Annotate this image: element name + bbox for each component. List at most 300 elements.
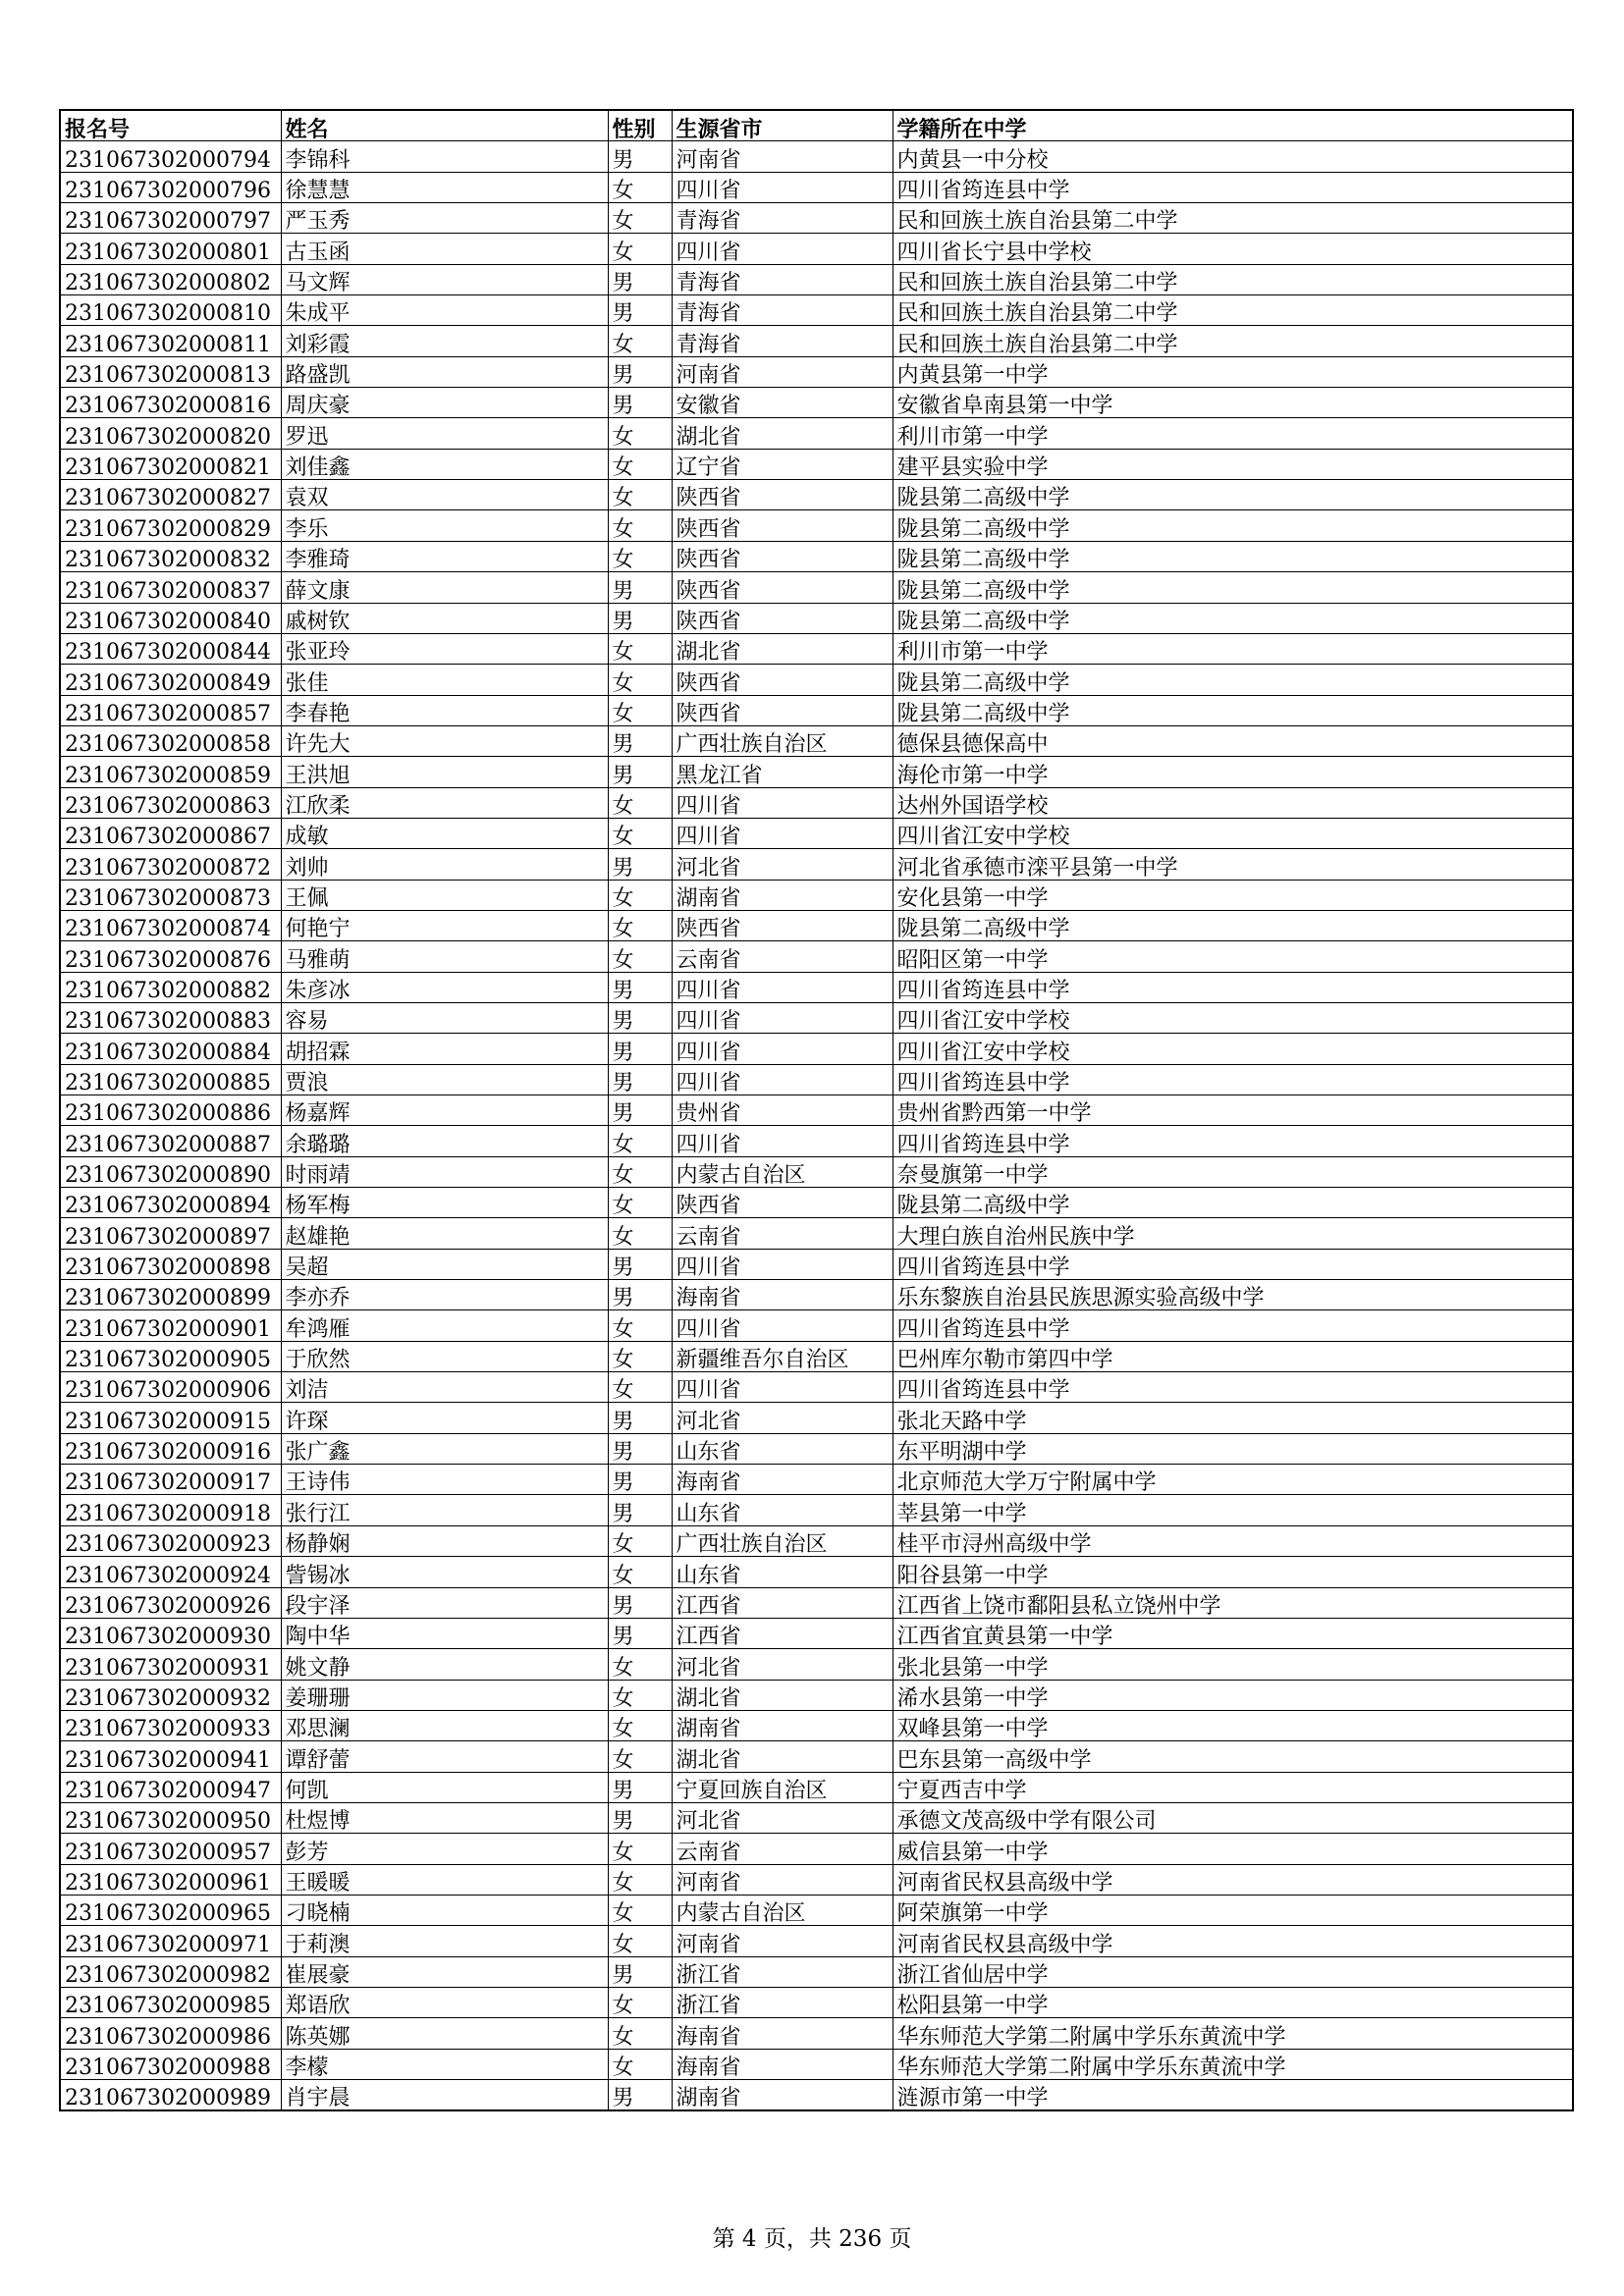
table-row bbox=[60, 603, 1573, 633]
name-cell: 李亦乔 bbox=[281, 1280, 608, 1310]
gender-cell: 女 bbox=[608, 665, 672, 695]
gender-cell: 男 bbox=[608, 1095, 672, 1126]
origin-province-cell: 陕西省 bbox=[672, 1188, 893, 1218]
registration-number-cell: 231067302000897 bbox=[60, 1218, 281, 1249]
name-cell: 于欣然 bbox=[281, 1341, 608, 1371]
school-cell: 四川省筠连县中学 bbox=[893, 172, 1573, 202]
registration-number-cell: 231067302000832 bbox=[60, 541, 281, 571]
registration-number-cell: 231067302000840 bbox=[60, 603, 281, 633]
school-cell: 巴东县第一高级中学 bbox=[893, 1741, 1573, 1772]
school-cell: 华东师范大学第二附属中学乐东黄流中学 bbox=[893, 2049, 1573, 2079]
table-row bbox=[60, 2080, 1573, 2111]
registration-number-cell: 231067302000821 bbox=[60, 449, 281, 479]
school-cell: 陇县第二高级中学 bbox=[893, 1188, 1573, 1218]
registration-number-cell: 231067302000857 bbox=[60, 695, 281, 725]
origin-province-cell: 海南省 bbox=[672, 2018, 893, 2049]
registration-number-cell: 231067302000810 bbox=[60, 295, 281, 326]
registration-number-cell: 231067302000924 bbox=[60, 1557, 281, 1587]
name-cell: 刘彩霞 bbox=[281, 326, 608, 356]
school-cell: 四川省江安中学校 bbox=[893, 1002, 1573, 1033]
gender-cell: 女 bbox=[608, 326, 672, 356]
registration-number-cell: 231067302000844 bbox=[60, 633, 281, 664]
gender-cell: 女 bbox=[608, 203, 672, 234]
name-cell: 戚树钦 bbox=[281, 603, 608, 633]
table-row bbox=[60, 1649, 1573, 1680]
origin-province-cell: 江西省 bbox=[672, 1618, 893, 1648]
gender-cell: 女 bbox=[608, 480, 672, 510]
origin-province-cell: 内蒙古自治区 bbox=[672, 1156, 893, 1187]
gender-cell: 男 bbox=[608, 1802, 672, 1833]
origin-province-cell: 山东省 bbox=[672, 1557, 893, 1587]
registration-number-cell: 231067302000916 bbox=[60, 1433, 281, 1464]
origin-province-cell: 辽宁省 bbox=[672, 449, 893, 479]
origin-province-cell: 湖南省 bbox=[672, 880, 893, 910]
table-row bbox=[60, 510, 1573, 541]
registration-number-cell: 231067302000932 bbox=[60, 1680, 281, 1710]
origin-province-cell: 青海省 bbox=[672, 295, 893, 326]
origin-province-cell: 陕西省 bbox=[672, 603, 893, 633]
name-cell: 薛文康 bbox=[281, 572, 608, 603]
gender-cell: 女 bbox=[608, 2049, 672, 2079]
table-row bbox=[60, 665, 1573, 695]
school-cell: 四川省筠连县中学 bbox=[893, 1126, 1573, 1156]
school-cell: 民和回族土族自治县第二中学 bbox=[893, 203, 1573, 234]
name-cell: 张佳 bbox=[281, 665, 608, 695]
name-cell: 周庆豪 bbox=[281, 388, 608, 418]
table-row bbox=[60, 757, 1573, 787]
school-cell: 陇县第二高级中学 bbox=[893, 695, 1573, 725]
origin-province-cell: 湖北省 bbox=[672, 633, 893, 664]
name-cell: 朱成平 bbox=[281, 295, 608, 326]
origin-province-cell: 四川省 bbox=[672, 818, 893, 848]
table-row bbox=[60, 418, 1573, 449]
table-row bbox=[60, 1864, 1573, 1895]
gender-cell: 女 bbox=[608, 1156, 672, 1187]
gender-cell: 女 bbox=[608, 880, 672, 910]
name-cell: 谭舒蕾 bbox=[281, 1741, 608, 1772]
registration-number-cell: 231067302000867 bbox=[60, 818, 281, 848]
table-header-row bbox=[60, 110, 1573, 141]
origin-province-cell: 青海省 bbox=[672, 326, 893, 356]
table-row bbox=[60, 172, 1573, 202]
name-cell: 徐慧慧 bbox=[281, 172, 608, 202]
registration-number-cell: 231067302000918 bbox=[60, 1495, 281, 1525]
origin-province-cell: 贵州省 bbox=[672, 1095, 893, 1126]
name-cell: 姚文静 bbox=[281, 1649, 608, 1680]
name-cell: 张行江 bbox=[281, 1495, 608, 1525]
origin-province-cell: 云南省 bbox=[672, 941, 893, 972]
name-cell: 许琛 bbox=[281, 1403, 608, 1433]
origin-province-cell: 新疆维吾尔自治区 bbox=[672, 1341, 893, 1371]
gender-cell: 女 bbox=[608, 1864, 672, 1895]
school-cell: 民和回族土族自治县第二中学 bbox=[893, 264, 1573, 294]
registration-number-cell: 231067302000931 bbox=[60, 1649, 281, 1680]
header-name: 姓名 bbox=[281, 110, 608, 141]
name-cell: 杨静娴 bbox=[281, 1525, 608, 1556]
registration-number-cell: 231067302000796 bbox=[60, 172, 281, 202]
name-cell: 肖宇晨 bbox=[281, 2080, 608, 2111]
school-cell: 德保县德保高中 bbox=[893, 725, 1573, 756]
origin-province-cell: 四川省 bbox=[672, 234, 893, 264]
school-cell: 江西省上饶市鄱阳县私立饶州中学 bbox=[893, 1587, 1573, 1618]
gender-cell: 女 bbox=[608, 910, 672, 940]
name-cell: 朱彦冰 bbox=[281, 972, 608, 1002]
table-row bbox=[60, 1341, 1573, 1371]
registration-number-cell: 231067302000957 bbox=[60, 1834, 281, 1864]
school-cell: 东平明湖中学 bbox=[893, 1433, 1573, 1464]
origin-province-cell: 四川省 bbox=[672, 1002, 893, 1033]
gender-cell: 男 bbox=[608, 1034, 672, 1064]
school-cell: 浙江省仙居中学 bbox=[893, 1956, 1573, 1987]
origin-province-cell: 河北省 bbox=[672, 1802, 893, 1833]
name-cell: 李乐 bbox=[281, 510, 608, 541]
school-cell: 陇县第二高级中学 bbox=[893, 572, 1573, 603]
gender-cell: 女 bbox=[608, 1680, 672, 1710]
school-cell: 四川省筠连县中学 bbox=[893, 1372, 1573, 1403]
registration-number-cell: 231067302000917 bbox=[60, 1465, 281, 1495]
table-row bbox=[60, 1433, 1573, 1464]
school-cell: 海伦市第一中学 bbox=[893, 757, 1573, 787]
registration-number-cell: 231067302000930 bbox=[60, 1618, 281, 1648]
gender-cell: 男 bbox=[608, 1433, 672, 1464]
table-row bbox=[60, 572, 1573, 603]
origin-province-cell: 青海省 bbox=[672, 264, 893, 294]
origin-province-cell: 河南省 bbox=[672, 356, 893, 387]
name-cell: 何凯 bbox=[281, 1772, 608, 1802]
registration-number-cell: 231067302000887 bbox=[60, 1126, 281, 1156]
school-cell: 松阳县第一中学 bbox=[893, 1987, 1573, 2017]
name-cell: 王洪旭 bbox=[281, 757, 608, 787]
registration-number-cell: 231067302000882 bbox=[60, 972, 281, 1002]
table-row bbox=[60, 1710, 1573, 1740]
school-cell: 河北省承德市滦平县第一中学 bbox=[893, 849, 1573, 880]
school-cell: 陇县第二高级中学 bbox=[893, 910, 1573, 940]
registration-number-cell: 231067302000899 bbox=[60, 1280, 281, 1310]
registration-number-cell: 231067302000872 bbox=[60, 849, 281, 880]
origin-province-cell: 陕西省 bbox=[672, 665, 893, 695]
table-row bbox=[60, 1095, 1573, 1126]
registration-number-cell: 231067302000986 bbox=[60, 2018, 281, 2049]
registration-number-cell: 231067302000915 bbox=[60, 1403, 281, 1433]
school-cell: 陇县第二高级中学 bbox=[893, 665, 1573, 695]
gender-cell: 女 bbox=[608, 1126, 672, 1156]
origin-province-cell: 河南省 bbox=[672, 141, 893, 172]
name-cell: 崔展豪 bbox=[281, 1956, 608, 1987]
gender-cell: 男 bbox=[608, 2080, 672, 2111]
registration-number-cell: 231067302000837 bbox=[60, 572, 281, 603]
name-cell: 牟鸿雁 bbox=[281, 1310, 608, 1341]
registration-number-cell: 231067302000794 bbox=[60, 141, 281, 172]
gender-cell: 男 bbox=[608, 725, 672, 756]
gender-cell: 男 bbox=[608, 1249, 672, 1279]
origin-province-cell: 河南省 bbox=[672, 1926, 893, 1956]
table-row bbox=[60, 941, 1573, 972]
registration-number-cell: 231067302000923 bbox=[60, 1525, 281, 1556]
origin-province-cell: 四川省 bbox=[672, 1372, 893, 1403]
table-row bbox=[60, 880, 1573, 910]
name-cell: 訾锡冰 bbox=[281, 1557, 608, 1587]
registration-number-cell: 231067302000827 bbox=[60, 480, 281, 510]
gender-cell: 女 bbox=[608, 1372, 672, 1403]
table-row bbox=[60, 1034, 1573, 1064]
registration-number-cell: 231067302000811 bbox=[60, 326, 281, 356]
name-cell: 成敏 bbox=[281, 818, 608, 848]
registration-number-cell: 231067302000886 bbox=[60, 1095, 281, 1126]
gender-cell: 女 bbox=[608, 449, 672, 479]
table-row bbox=[60, 1188, 1573, 1218]
gender-cell: 女 bbox=[608, 787, 672, 818]
table-row bbox=[60, 633, 1573, 664]
school-cell: 陇县第二高级中学 bbox=[893, 541, 1573, 571]
table-row bbox=[60, 1218, 1573, 1249]
table-row bbox=[60, 2018, 1573, 2049]
origin-province-cell: 陕西省 bbox=[672, 910, 893, 940]
table-row bbox=[60, 1987, 1573, 2017]
origin-province-cell: 陕西省 bbox=[672, 572, 893, 603]
table-row bbox=[60, 1587, 1573, 1618]
school-cell: 达州外国语学校 bbox=[893, 787, 1573, 818]
origin-province-cell: 安徽省 bbox=[672, 388, 893, 418]
gender-cell: 女 bbox=[608, 1341, 672, 1371]
origin-province-cell: 江西省 bbox=[672, 1587, 893, 1618]
name-cell: 张广鑫 bbox=[281, 1433, 608, 1464]
name-cell: 刘帅 bbox=[281, 849, 608, 880]
gender-cell: 女 bbox=[608, 1926, 672, 1956]
table-row bbox=[60, 1310, 1573, 1341]
gender-cell: 男 bbox=[608, 264, 672, 294]
registration-number-cell: 231067302000898 bbox=[60, 1249, 281, 1279]
table-row bbox=[60, 1557, 1573, 1587]
table-row bbox=[60, 910, 1573, 940]
gender-cell: 女 bbox=[608, 1834, 672, 1864]
name-cell: 王暖暖 bbox=[281, 1864, 608, 1895]
name-cell: 李雅琦 bbox=[281, 541, 608, 571]
gender-cell: 男 bbox=[608, 757, 672, 787]
school-cell: 涟源市第一中学 bbox=[893, 2080, 1573, 2111]
origin-province-cell: 四川省 bbox=[672, 1064, 893, 1095]
registration-number-cell: 231067302000802 bbox=[60, 264, 281, 294]
name-cell: 于莉澳 bbox=[281, 1926, 608, 1956]
origin-province-cell: 河北省 bbox=[672, 849, 893, 880]
name-cell: 杜煜博 bbox=[281, 1802, 608, 1833]
name-cell: 吴超 bbox=[281, 1249, 608, 1279]
gender-cell: 女 bbox=[608, 1525, 672, 1556]
origin-province-cell: 海南省 bbox=[672, 1280, 893, 1310]
table-row bbox=[60, 1495, 1573, 1525]
school-cell: 四川省筠连县中学 bbox=[893, 1064, 1573, 1095]
gender-cell: 女 bbox=[608, 418, 672, 449]
table-row bbox=[60, 1956, 1573, 1987]
origin-province-cell: 宁夏回族自治区 bbox=[672, 1772, 893, 1802]
registration-number-cell: 231067302000884 bbox=[60, 1034, 281, 1064]
name-cell: 杨军梅 bbox=[281, 1188, 608, 1218]
table-row bbox=[60, 1403, 1573, 1433]
school-cell: 四川省江安中学校 bbox=[893, 1034, 1573, 1064]
registration-number-cell: 231067302000813 bbox=[60, 356, 281, 387]
gender-cell: 男 bbox=[608, 1956, 672, 1987]
page-footer: 第 4 页，共 236 页 bbox=[712, 2226, 912, 2252]
name-cell: 段宇泽 bbox=[281, 1587, 608, 1618]
school-cell: 大理白族自治州民族中学 bbox=[893, 1218, 1573, 1249]
registration-number-cell: 231067302000874 bbox=[60, 910, 281, 940]
registration-number-cell: 231067302000816 bbox=[60, 388, 281, 418]
gender-cell: 女 bbox=[608, 234, 672, 264]
table-row bbox=[60, 264, 1573, 294]
origin-province-cell: 浙江省 bbox=[672, 1956, 893, 1987]
school-cell: 浠水县第一中学 bbox=[893, 1680, 1573, 1710]
gender-cell: 男 bbox=[608, 1772, 672, 1802]
name-cell: 路盛凯 bbox=[281, 356, 608, 387]
gender-cell: 男 bbox=[608, 388, 672, 418]
school-cell: 昭阳区第一中学 bbox=[893, 941, 1573, 972]
name-cell: 贾浪 bbox=[281, 1064, 608, 1095]
registration-number-cell: 231067302000801 bbox=[60, 234, 281, 264]
registration-number-cell: 231067302000989 bbox=[60, 2080, 281, 2111]
table-row bbox=[60, 725, 1573, 756]
registration-number-cell: 231067302000797 bbox=[60, 203, 281, 234]
registration-number-cell: 231067302000947 bbox=[60, 1772, 281, 1802]
name-cell: 许先大 bbox=[281, 725, 608, 756]
registration-number-cell: 231067302000876 bbox=[60, 941, 281, 972]
gender-cell: 女 bbox=[608, 1557, 672, 1587]
gender-cell: 男 bbox=[608, 141, 672, 172]
school-cell: 安徽省阜南县第一中学 bbox=[893, 388, 1573, 418]
table-row bbox=[60, 1618, 1573, 1648]
school-cell: 利川市第一中学 bbox=[893, 633, 1573, 664]
name-cell: 袁双 bbox=[281, 480, 608, 510]
table-row bbox=[60, 295, 1573, 326]
table-row bbox=[60, 1926, 1573, 1956]
registration-number-cell: 231067302000858 bbox=[60, 725, 281, 756]
gender-cell: 女 bbox=[608, 1710, 672, 1740]
school-cell: 阿荣旗第一中学 bbox=[893, 1895, 1573, 1925]
table-row bbox=[60, 1802, 1573, 1833]
school-cell: 民和回族土族自治县第二中学 bbox=[893, 326, 1573, 356]
table-row bbox=[60, 541, 1573, 571]
table-row bbox=[60, 1834, 1573, 1864]
table-row bbox=[60, 141, 1573, 172]
origin-province-cell: 浙江省 bbox=[672, 1987, 893, 2017]
header-school: 学籍所在中学 bbox=[893, 110, 1573, 141]
registration-number-cell: 231067302000941 bbox=[60, 1741, 281, 1772]
origin-province-cell: 黑龙江省 bbox=[672, 757, 893, 787]
table-row bbox=[60, 1002, 1573, 1033]
name-cell: 杨嘉辉 bbox=[281, 1095, 608, 1126]
gender-cell: 男 bbox=[608, 849, 672, 880]
table-row bbox=[60, 818, 1573, 848]
table-row bbox=[60, 695, 1573, 725]
gender-cell: 男 bbox=[608, 603, 672, 633]
gender-cell: 女 bbox=[608, 541, 672, 571]
registration-number-cell: 231067302000849 bbox=[60, 665, 281, 695]
name-cell: 郑语欣 bbox=[281, 1987, 608, 2017]
gender-cell: 女 bbox=[608, 941, 672, 972]
origin-province-cell: 陕西省 bbox=[672, 480, 893, 510]
gender-cell: 男 bbox=[608, 1495, 672, 1525]
registration-number-cell: 231067302000971 bbox=[60, 1926, 281, 1956]
name-cell: 彭芳 bbox=[281, 1834, 608, 1864]
origin-province-cell: 云南省 bbox=[672, 1218, 893, 1249]
name-cell: 陶中华 bbox=[281, 1618, 608, 1648]
header-gender: 性别 bbox=[608, 110, 672, 141]
table-row bbox=[60, 1525, 1573, 1556]
name-cell: 何艳宁 bbox=[281, 910, 608, 940]
name-cell: 王佩 bbox=[281, 880, 608, 910]
gender-cell: 女 bbox=[608, 1218, 672, 1249]
name-cell: 姜珊珊 bbox=[281, 1680, 608, 1710]
name-cell: 罗迅 bbox=[281, 418, 608, 449]
school-cell: 安化县第一中学 bbox=[893, 880, 1573, 910]
school-cell: 陇县第二高级中学 bbox=[893, 480, 1573, 510]
origin-province-cell: 陕西省 bbox=[672, 695, 893, 725]
name-cell: 赵雄艳 bbox=[281, 1218, 608, 1249]
gender-cell: 女 bbox=[608, 1895, 672, 1925]
school-cell: 莘县第一中学 bbox=[893, 1495, 1573, 1525]
header-origin-province: 生源省市 bbox=[672, 110, 893, 141]
table-row bbox=[60, 326, 1573, 356]
table-row bbox=[60, 1680, 1573, 1710]
school-cell: 张北天路中学 bbox=[893, 1403, 1573, 1433]
origin-province-cell: 湖南省 bbox=[672, 2080, 893, 2111]
header-registration-number: 报名号 bbox=[60, 110, 281, 141]
origin-province-cell: 云南省 bbox=[672, 1834, 893, 1864]
school-cell: 巴州库尔勒市第四中学 bbox=[893, 1341, 1573, 1371]
table-body bbox=[60, 141, 1573, 2111]
table-row bbox=[60, 1156, 1573, 1187]
table-row bbox=[60, 849, 1573, 880]
registration-number-cell: 231067302000859 bbox=[60, 757, 281, 787]
school-cell: 民和回族土族自治县第二中学 bbox=[893, 295, 1573, 326]
gender-cell: 女 bbox=[608, 1310, 672, 1341]
origin-province-cell: 内蒙古自治区 bbox=[672, 1895, 893, 1925]
origin-province-cell: 山东省 bbox=[672, 1495, 893, 1525]
table-row bbox=[60, 1249, 1573, 1279]
gender-cell: 男 bbox=[608, 1465, 672, 1495]
origin-province-cell: 河北省 bbox=[672, 1649, 893, 1680]
gender-cell: 女 bbox=[608, 1741, 672, 1772]
gender-cell: 男 bbox=[608, 1002, 672, 1033]
origin-province-cell: 河南省 bbox=[672, 1864, 893, 1895]
registration-number-cell: 231067302000905 bbox=[60, 1341, 281, 1371]
table-row bbox=[60, 1772, 1573, 1802]
table-row bbox=[60, 388, 1573, 418]
registration-number-cell: 231067302000961 bbox=[60, 1864, 281, 1895]
school-cell: 威信县第一中学 bbox=[893, 1834, 1573, 1864]
table-row bbox=[60, 1741, 1573, 1772]
name-cell: 张亚玲 bbox=[281, 633, 608, 664]
name-cell: 李锦科 bbox=[281, 141, 608, 172]
origin-province-cell: 青海省 bbox=[672, 203, 893, 234]
school-cell: 乐东黎族自治县民族思源实验高级中学 bbox=[893, 1280, 1573, 1310]
origin-province-cell: 广西壮族自治区 bbox=[672, 725, 893, 756]
name-cell: 时雨靖 bbox=[281, 1156, 608, 1187]
school-cell: 河南省民权县高级中学 bbox=[893, 1864, 1573, 1895]
school-cell: 贵州省黔西第一中学 bbox=[893, 1095, 1573, 1126]
school-cell: 四川省江安中学校 bbox=[893, 818, 1573, 848]
origin-province-cell: 四川省 bbox=[672, 172, 893, 202]
school-cell: 宁夏西吉中学 bbox=[893, 1772, 1573, 1802]
name-cell: 江欣柔 bbox=[281, 787, 608, 818]
table-row bbox=[60, 234, 1573, 264]
origin-province-cell: 湖南省 bbox=[672, 1710, 893, 1740]
registration-number-cell: 231067302000965 bbox=[60, 1895, 281, 1925]
school-cell: 承德文茂高级中学有限公司 bbox=[893, 1802, 1573, 1833]
gender-cell: 女 bbox=[608, 510, 672, 541]
name-cell: 余璐璐 bbox=[281, 1126, 608, 1156]
table-row bbox=[60, 203, 1573, 234]
origin-province-cell: 海南省 bbox=[672, 1465, 893, 1495]
registration-number-cell: 231067302000863 bbox=[60, 787, 281, 818]
